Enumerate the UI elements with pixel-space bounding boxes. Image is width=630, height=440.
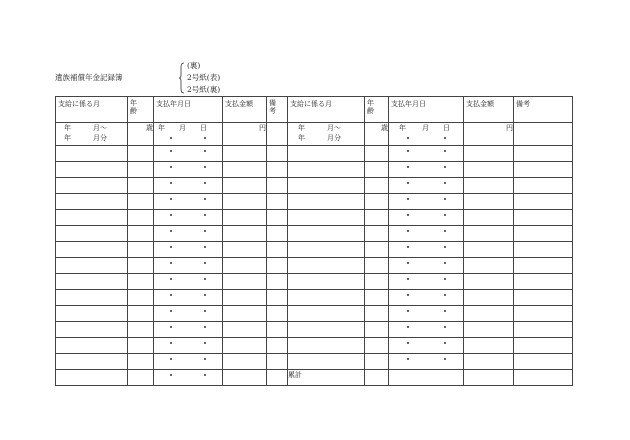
empty-cell: [267, 290, 288, 306]
empty-cell: [464, 178, 514, 194]
empty-cell: [288, 226, 365, 242]
empty-cell: [514, 338, 573, 354]
date-dots-cell: [389, 322, 464, 338]
ledger-table: [55, 96, 573, 386]
empty-cell: [128, 178, 154, 194]
empty-cell: [365, 274, 389, 290]
cumulative-row: [56, 370, 573, 386]
date-dots-cell: [389, 306, 464, 322]
empty-cell: [56, 226, 128, 242]
empty-cell: [514, 210, 573, 226]
empty-cell: [223, 370, 267, 386]
first-month-cell-2: 年 月〜 年 月分: [288, 123, 365, 146]
date-dots-cell: [154, 178, 223, 194]
title-option-ura: (裏): [187, 61, 201, 70]
table-row: [56, 306, 573, 322]
empty-cell: [56, 370, 128, 386]
empty-cell: [288, 274, 365, 290]
empty-cell: [223, 306, 267, 322]
date-dots-cell: [154, 370, 223, 386]
empty-cell: [514, 194, 573, 210]
empty-cell: [288, 338, 365, 354]
empty-cell: [464, 306, 514, 322]
empty-cell: [223, 178, 267, 194]
date-dots-cell: [389, 210, 464, 226]
empty-cell: [288, 322, 365, 338]
empty-cell: [514, 162, 573, 178]
table-row: [56, 146, 573, 162]
empty-cell: [56, 178, 128, 194]
first-date-cell-2: 年 月 日: [389, 123, 464, 146]
first-remarks-narrow: [267, 123, 288, 146]
header-remarks: 備考: [514, 97, 573, 123]
empty-cell: [267, 258, 288, 274]
header-row: [56, 97, 573, 123]
empty-cell: [128, 146, 154, 162]
empty-cell: [365, 178, 389, 194]
date-dots-cell: [389, 274, 464, 290]
empty-cell: [288, 306, 365, 322]
empty-cell: [365, 338, 389, 354]
empty-cell: [464, 370, 514, 386]
empty-cell: [464, 226, 514, 242]
header-amount: 支払金額: [223, 97, 267, 123]
empty-cell: [365, 210, 389, 226]
empty-cell: [223, 162, 267, 178]
first-age-cell-2: 歳: [365, 123, 389, 146]
empty-cell: [128, 274, 154, 290]
date-dots-cell: [389, 194, 464, 210]
date-dots-cell: [389, 354, 464, 370]
empty-cell: [56, 162, 128, 178]
table-row: [56, 274, 573, 290]
empty-cell: [365, 162, 389, 178]
date-dots-cell: [154, 306, 223, 322]
date-dots-cell: [154, 226, 223, 242]
header-paydate-2: 支払年月日: [389, 97, 464, 123]
empty-cell: [267, 274, 288, 290]
ledger-body: [56, 146, 573, 370]
empty-cell: [267, 226, 288, 242]
empty-cell: [389, 370, 464, 386]
empty-cell: [288, 178, 365, 194]
empty-cell: [464, 258, 514, 274]
date-dots-cell: [154, 354, 223, 370]
empty-cell: [365, 354, 389, 370]
empty-cell: [288, 258, 365, 274]
date-dots-cell: [154, 242, 223, 258]
table-row: [56, 258, 573, 274]
date-dots-cell: [389, 242, 464, 258]
table-row: [56, 162, 573, 178]
empty-cell: [223, 146, 267, 162]
empty-cell: [223, 194, 267, 210]
empty-cell: [365, 226, 389, 242]
empty-cell: [464, 274, 514, 290]
page-title: 遺族補償年金記録簿: [55, 73, 123, 82]
brace-icon: [179, 62, 185, 94]
date-dots-cell: [154, 322, 223, 338]
empty-cell: [128, 338, 154, 354]
empty-cell: [365, 306, 389, 322]
first-row: [56, 123, 573, 146]
empty-cell: [267, 162, 288, 178]
empty-cell: [365, 290, 389, 306]
empty-cell: [288, 290, 365, 306]
empty-cell: [464, 290, 514, 306]
empty-cell: [514, 322, 573, 338]
empty-cell: [223, 290, 267, 306]
first-remarks: [514, 123, 573, 146]
empty-cell: [267, 210, 288, 226]
table-row: [56, 290, 573, 306]
empty-cell: [128, 242, 154, 258]
table-row: [56, 194, 573, 210]
empty-cell: [56, 194, 128, 210]
empty-cell: [514, 258, 573, 274]
empty-cell: [267, 242, 288, 258]
table-row: [56, 354, 573, 370]
empty-cell: [514, 242, 573, 258]
date-dots-cell: [389, 162, 464, 178]
date-dots-cell: [154, 146, 223, 162]
date-dots-cell: [154, 194, 223, 210]
header-age-2: 年 齢: [365, 97, 389, 123]
empty-cell: [464, 146, 514, 162]
table-row: [56, 322, 573, 338]
empty-cell: [464, 194, 514, 210]
empty-cell: [56, 210, 128, 226]
empty-cell: [464, 322, 514, 338]
empty-cell: [365, 258, 389, 274]
date-dots-cell: [154, 338, 223, 354]
empty-cell: [464, 242, 514, 258]
empty-cell: [464, 162, 514, 178]
empty-cell: [464, 210, 514, 226]
empty-cell: [514, 354, 573, 370]
empty-cell: [223, 226, 267, 242]
empty-cell: [514, 146, 573, 162]
empty-cell: [365, 322, 389, 338]
empty-cell: [288, 146, 365, 162]
date-dots-cell: [154, 210, 223, 226]
empty-cell: [223, 338, 267, 354]
empty-cell: [288, 162, 365, 178]
empty-cell: [267, 194, 288, 210]
first-amount-cell-2: 円: [464, 123, 514, 146]
empty-cell: [267, 146, 288, 162]
date-dots-cell: [389, 226, 464, 242]
empty-cell: [267, 338, 288, 354]
empty-cell: [514, 274, 573, 290]
empty-cell: [288, 194, 365, 210]
empty-cell: [223, 274, 267, 290]
header-age: 年 齢: [128, 97, 154, 123]
empty-cell: [56, 274, 128, 290]
empty-cell: [128, 210, 154, 226]
empty-cell: [56, 354, 128, 370]
date-dots-cell: [389, 258, 464, 274]
table-row: [56, 210, 573, 226]
empty-cell: [56, 338, 128, 354]
empty-cell: [223, 210, 267, 226]
empty-cell: [514, 306, 573, 322]
date-dots-cell: [389, 178, 464, 194]
empty-cell: [288, 354, 365, 370]
date-dots-cell: [154, 162, 223, 178]
date-dots-cell: [389, 290, 464, 306]
empty-cell: [128, 194, 154, 210]
empty-cell: [267, 354, 288, 370]
empty-cell: [56, 258, 128, 274]
table-row: [56, 226, 573, 242]
empty-cell: [267, 370, 288, 386]
header-paydate: 支払年月日: [154, 97, 223, 123]
header-month: 支給に係る月: [56, 97, 128, 123]
header-month-2: 支給に係る月: [288, 97, 365, 123]
table-row: [56, 338, 573, 354]
empty-cell: [267, 322, 288, 338]
empty-cell: [128, 162, 154, 178]
empty-cell: [56, 242, 128, 258]
cumulative-label: 累計: [288, 370, 365, 386]
empty-cell: [514, 290, 573, 306]
empty-cell: [128, 370, 154, 386]
empty-cell: [128, 306, 154, 322]
empty-cell: [223, 354, 267, 370]
empty-cell: [267, 306, 288, 322]
first-amount-cell: 円: [223, 123, 267, 146]
date-dots-cell: [389, 146, 464, 162]
empty-cell: [223, 258, 267, 274]
empty-cell: [56, 290, 128, 306]
empty-cell: [267, 178, 288, 194]
first-age-cell: 歳: [128, 123, 154, 146]
empty-cell: [56, 146, 128, 162]
empty-cell: [128, 354, 154, 370]
empty-cell: [365, 194, 389, 210]
empty-cell: [223, 242, 267, 258]
empty-cell: [128, 226, 154, 242]
empty-cell: [514, 178, 573, 194]
date-dots-cell: [389, 338, 464, 354]
empty-cell: [365, 242, 389, 258]
empty-cell: [128, 322, 154, 338]
title-option-2-ura: 2号紙(裏): [187, 85, 221, 94]
title-block: [55, 60, 255, 96]
first-month-cell: 年 月〜 年 月分: [56, 123, 128, 146]
empty-cell: [288, 210, 365, 226]
empty-cell: [514, 370, 573, 386]
title-option-2-omote: 2号紙(表): [187, 73, 221, 82]
empty-cell: [514, 226, 573, 242]
header-remarks-narrow: 備 考: [267, 97, 288, 123]
date-dots-cell: [154, 274, 223, 290]
table-row: [56, 242, 573, 258]
header-amount-2: 支払金額: [464, 97, 514, 123]
first-date-cell: 年 月 日: [154, 123, 223, 146]
date-dots-cell: [154, 290, 223, 306]
table-row: [56, 178, 573, 194]
empty-cell: [223, 322, 267, 338]
empty-cell: [464, 338, 514, 354]
empty-cell: [365, 370, 389, 386]
empty-cell: [56, 306, 128, 322]
empty-cell: [464, 354, 514, 370]
empty-cell: [56, 322, 128, 338]
date-dots-cell: [154, 258, 223, 274]
empty-cell: [128, 290, 154, 306]
empty-cell: [288, 242, 365, 258]
empty-cell: [365, 146, 389, 162]
empty-cell: [128, 258, 154, 274]
